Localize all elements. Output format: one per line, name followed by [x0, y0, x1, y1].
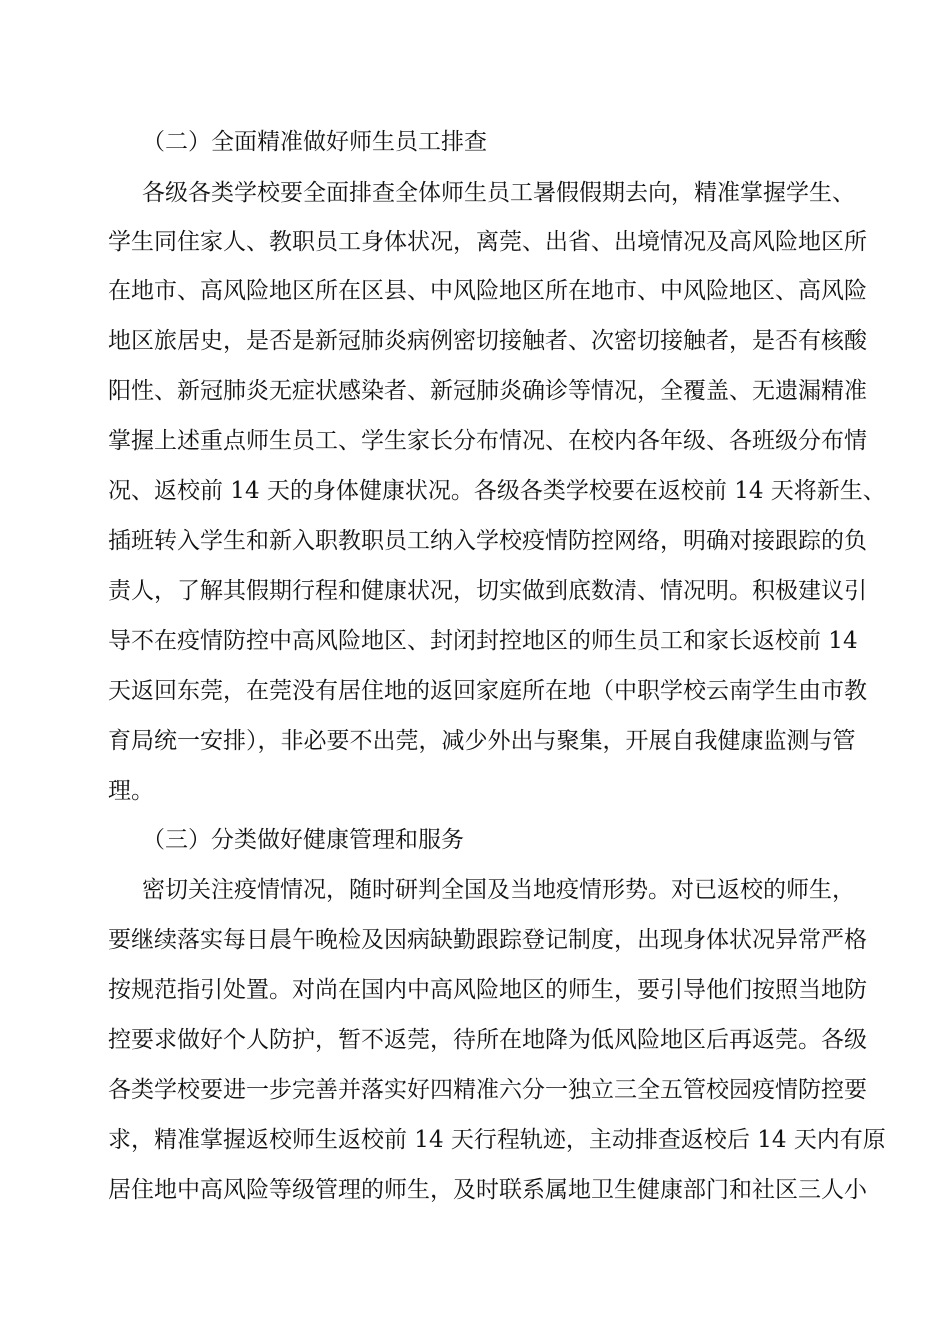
section-2-heading: （二）全面精准做好师生员工排查: [142, 129, 487, 155]
section-3-line-4: 控要求做好个人防护，暂不返莞，待所在地降为低风险地区后再返莞。各级: [108, 1027, 867, 1053]
section-3-line-6: 求，精准掌握返校师生返校前 14 天行程轨迹，主动排查返校后 14 天内有原: [108, 1127, 886, 1153]
section-2-line-6: 掌握上述重点师生员工、学生家长分布情况、在校内各年级、各班级分布情: [108, 428, 867, 454]
section-2-line-7: 况、返校前 14 天的身体健康状况。各级各类学校要在返校前 14 天将新生、: [108, 478, 886, 504]
section-2-line-3: 在地市、高风险地区所在区县、中风险地区所在地市、中风险地区、高风险: [108, 278, 867, 304]
section-3-heading: （三）分类做好健康管理和服务: [142, 827, 464, 853]
section-2-line-5: 阳性、新冠肺炎无症状感染者、新冠肺炎确诊等情况，全覆盖、无遗漏精准: [108, 378, 867, 404]
section-2-line-10: 导不在疫情防控中高风险地区、封闭封控地区的师生员工和家长返校前 14: [108, 628, 858, 654]
section-2-line-9: 责人，了解其假期行程和健康状况，切实做到底数清、情况明。积极建议引: [108, 578, 867, 604]
section-2-line-13: 理。: [108, 778, 154, 804]
section-2-line-2: 学生同住家人、教职员工身体状况，离莞、出省、出境情况及高风险地区所: [108, 229, 867, 255]
section-3-line-3: 按规范指引处置。对尚在国内中高风险地区的师生，要引导他们按照当地防: [108, 977, 867, 1003]
section-3-line-5: 各类学校要进一步完善并落实好四精准六分一独立三全五管校园疫情防控要: [108, 1077, 867, 1103]
section-2-line-11: 天返回东莞，在莞没有居住地的返回家庭所在地（中职学校云南学生由市教: [108, 678, 867, 704]
section-3-line-1: 密切关注疫情情况，随时研判全国及当地疫情形势。对已返校的师生，: [142, 877, 855, 903]
section-2-line-4: 地区旅居史，是否是新冠肺炎病例密切接触者、次密切接触者，是否有核酸: [108, 328, 867, 354]
section-3-line-2: 要继续落实每日晨午晚检及因病缺勤跟踪登记制度，出现身体状况异常严格: [108, 927, 867, 953]
section-2-line-12: 育局统一安排），非必要不出莞，减少外出与聚集，开展自我健康监测与管: [108, 728, 856, 754]
section-2-line-8: 插班转入学生和新入职教职员工纳入学校疫情防控网络，明确对接跟踪的负: [108, 528, 867, 554]
section-3-line-7: 居住地中高风险等级管理的师生，及时联系属地卫生健康部门和社区三人小: [108, 1177, 867, 1203]
section-2-line-1: 各级各类学校要全面排查全体师生员工暑假假期去向，精准掌握学生、: [142, 180, 855, 206]
